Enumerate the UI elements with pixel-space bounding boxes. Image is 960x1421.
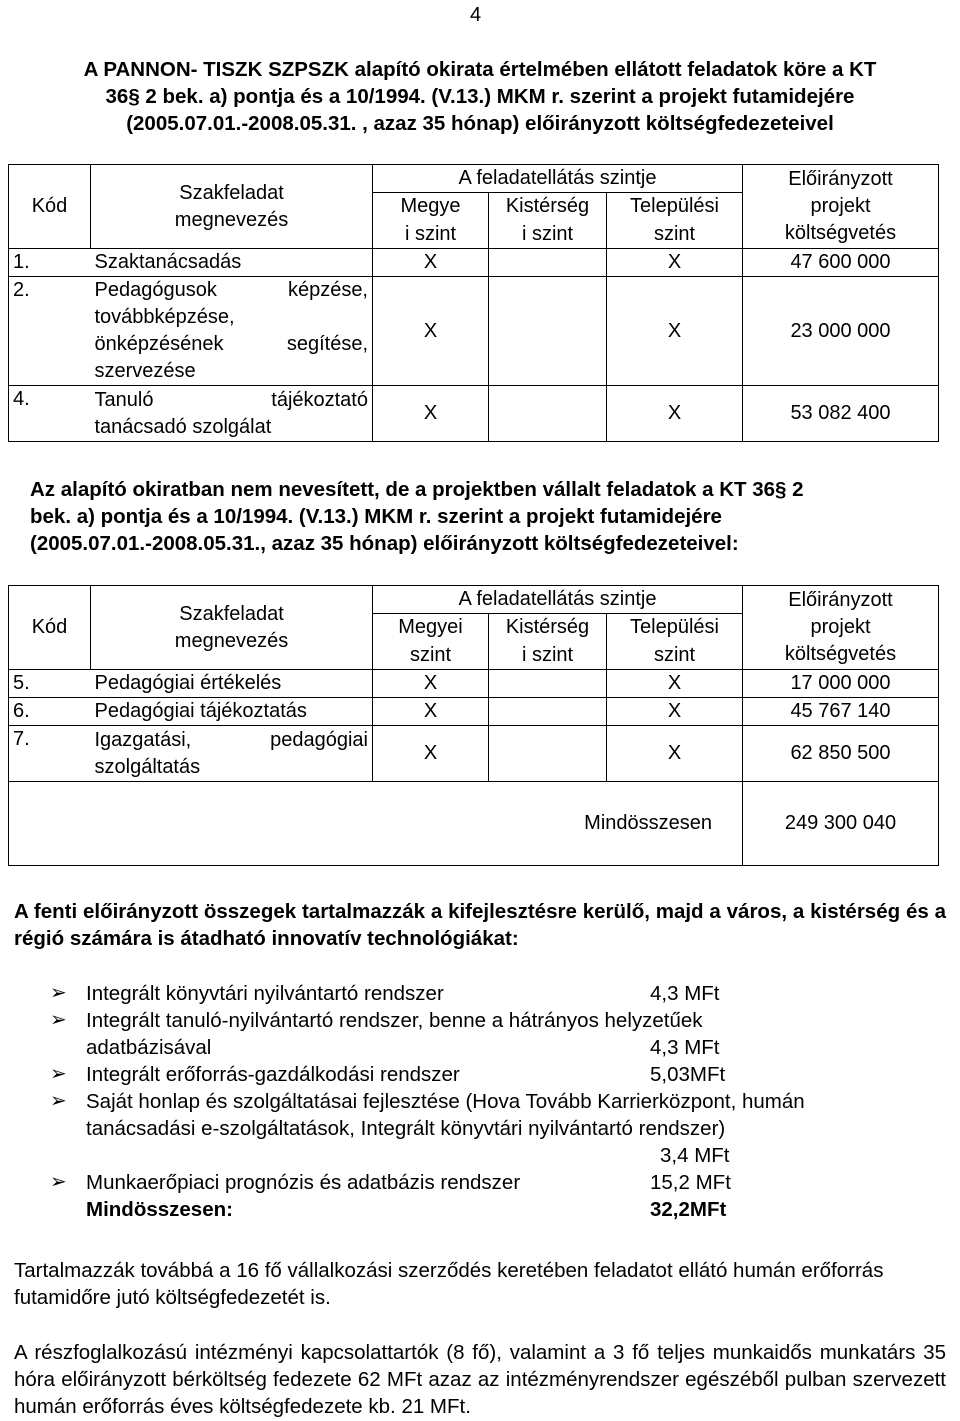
row-amount: 47 600 000 <box>743 249 939 277</box>
paragraph-1: Tartalmazzák továbbá a 16 fő vállalkozási szerződés keretében feladatot ellátó humán erőforrás futamidőre jutó költségfedezetét is. <box>14 1259 884 1309</box>
header-eloiranyzott: Előirányzott projekt költségvetés <box>743 586 939 670</box>
row-amount: 45 767 140 <box>743 698 939 726</box>
row-label: Pedagógusok képzése, továbbképzése, önképzésének segítése, szervezése <box>91 277 373 386</box>
row-megye: X <box>373 726 489 782</box>
total-label: Mindösszesen <box>9 782 743 866</box>
row-kisterseg <box>489 726 607 782</box>
heading-1-line: (2005.07.01.-2008.05.31. , azaz 35 hónap) előirányzott költségfedezeteivel <box>126 112 834 135</box>
table-row <box>9 277 939 386</box>
header-szakfeladat: Szakfeladat megnevezés <box>91 586 373 670</box>
heading-2-line: Az alapító okiratban nem nevesített, de a projektben vállalt feladatok a KT 36§ 2 <box>30 478 804 501</box>
row-megye: X <box>373 386 489 442</box>
list-total: Mindösszesen: 32,2MFt <box>86 1198 727 1221</box>
row-kisterseg <box>489 277 607 386</box>
table-row <box>9 726 939 782</box>
header-kisterseg-2: i szint <box>489 221 607 249</box>
row-amount: 62 850 500 <box>743 726 939 782</box>
row-amount: 23 000 000 <box>743 277 939 386</box>
row-megye: X <box>373 277 489 386</box>
row-amount: 53 082 400 <box>743 386 939 442</box>
row-telepulesi: X <box>607 698 743 726</box>
row-kisterseg <box>489 670 607 698</box>
header-megye-2: i szint <box>373 221 489 249</box>
heading-1-line: 36§ 2 bek. a) pontja és a 10/1994. (V.13.) MKM r. szerint a projekt futamidejére <box>105 85 855 108</box>
paragraph-2: A részfoglalkozású intézményi kapcsolattartók (8 fő), valamint a 3 fő teljes munkaidős munkatárs 35 hóra előirányzott bérköltség fedezete 62 MFt azaz az intézményrendszer egészéből pulban szervezett humán erőforrás éves költségfedezete kb. 21 MFt. <box>14 1341 946 1418</box>
list-item: ➢ Munkaerőpiaci prognózis és adatbázis rendszer 15,2 MFt <box>50 1171 731 1194</box>
row-number: 5. <box>9 670 91 698</box>
heading-1 <box>14 56 946 137</box>
list-item: ➢ Integrált erőforrás-gazdálkodási rendszer 5,03MFt <box>50 1063 726 1086</box>
heading-2 <box>30 476 945 557</box>
row-label: Tanuló tájékoztató tanácsadó szolgálat <box>91 386 373 442</box>
arrow-bullet-icon: ➢ <box>50 1009 67 1031</box>
list-item: ➢ Saját honlap és szolgáltatásai fejlesztése (Hova Tovább Karrierközpont, humán tanácsadási e-szolgáltatások, Integrált könyvtári nyilvántartó rendszer) 3,4 MFt <box>50 1090 805 1167</box>
row-number: 1. <box>9 249 91 277</box>
heading-1-line: A PANNON- TISZK SZPSZK alapító okirata értelmében ellátott feladatok köre a KT <box>83 58 877 81</box>
header-megye: Megyei <box>373 614 489 642</box>
total-amount: 249 300 040 <box>743 782 939 866</box>
table-row <box>9 670 939 698</box>
row-kisterseg <box>489 698 607 726</box>
row-label: Szaktanácsadás <box>91 249 373 277</box>
table-row <box>9 698 939 726</box>
row-number: 7. <box>9 726 91 782</box>
header-eloiranyzott: Előirányzott projekt költségvetés <box>743 165 939 249</box>
header-kisterseg: Kistérség <box>489 193 607 221</box>
row-megye: X <box>373 698 489 726</box>
header-telepulesi-2: szint <box>607 221 743 249</box>
heading-3: A fenti előirányzott összegek tartalmazzák a kifejlesztésre kerülő, majd a város, a kistérség és a régió számára is átadható innovatív technológiákat: <box>14 900 946 950</box>
budget-table-2 <box>8 585 939 866</box>
row-label: Pedagógiai értékelés <box>91 670 373 698</box>
row-megye: X <box>373 670 489 698</box>
arrow-bullet-icon: ➢ <box>50 1063 67 1085</box>
row-kisterseg <box>489 249 607 277</box>
header-szintje: A feladatellátás szintje <box>373 586 743 614</box>
heading-2-line: (2005.07.01.-2008.05.31., azaz 35 hónap) előirányzott költségfedezeteivel: <box>30 532 739 555</box>
row-number: 6. <box>9 698 91 726</box>
budget-table-1 <box>8 164 939 442</box>
arrow-bullet-icon: ➢ <box>50 1090 67 1112</box>
total-row <box>9 782 939 866</box>
row-telepulesi: X <box>607 386 743 442</box>
list-item: ➢ Integrált könyvtári nyilvántartó rendszer 4,3 MFt <box>50 982 720 1005</box>
header-megye-2: szint <box>373 642 489 670</box>
row-label: Pedagógiai tájékoztatás <box>91 698 373 726</box>
row-amount: 17 000 000 <box>743 670 939 698</box>
row-telepulesi: X <box>607 670 743 698</box>
row-telepulesi: X <box>607 277 743 386</box>
heading-2-line: bek. a) pontja és a 10/1994. (V.13.) MKM r. szerint a projekt futamidejére <box>30 505 722 528</box>
header-kisterseg-2: i szint <box>489 642 607 670</box>
header-szakfeladat: Szakfeladat megnevezés <box>91 165 373 249</box>
list-item: ➢ Integrált tanuló-nyilvántartó rendszer, benne a hátrányos helyzetűek adatbázisával 4,3 MFt <box>50 1009 720 1059</box>
row-telepulesi: X <box>607 249 743 277</box>
table-row <box>9 386 939 442</box>
row-label: Igazgatási, pedagógiai szolgáltatás <box>91 726 373 782</box>
row-megye: X <box>373 249 489 277</box>
header-telepulesi-2: szint <box>607 642 743 670</box>
header-szintje: A feladatellátás szintje <box>373 165 743 193</box>
header-kod: Kód <box>9 586 91 670</box>
technology-list <box>14 980 946 1223</box>
row-kisterseg <box>489 386 607 442</box>
header-kod: Kód <box>9 165 91 249</box>
header-telepulesi: Települési <box>607 614 743 642</box>
arrow-bullet-icon: ➢ <box>50 1171 67 1193</box>
header-telepulesi: Települési <box>607 193 743 221</box>
table-row <box>9 249 939 277</box>
row-number: 2. <box>9 277 91 386</box>
header-megye: Megye <box>373 193 489 221</box>
row-number: 4. <box>9 386 91 442</box>
page-number: 4 <box>470 4 482 26</box>
arrow-bullet-icon: ➢ <box>50 982 67 1004</box>
row-telepulesi: X <box>607 726 743 782</box>
header-kisterseg: Kistérség <box>489 614 607 642</box>
